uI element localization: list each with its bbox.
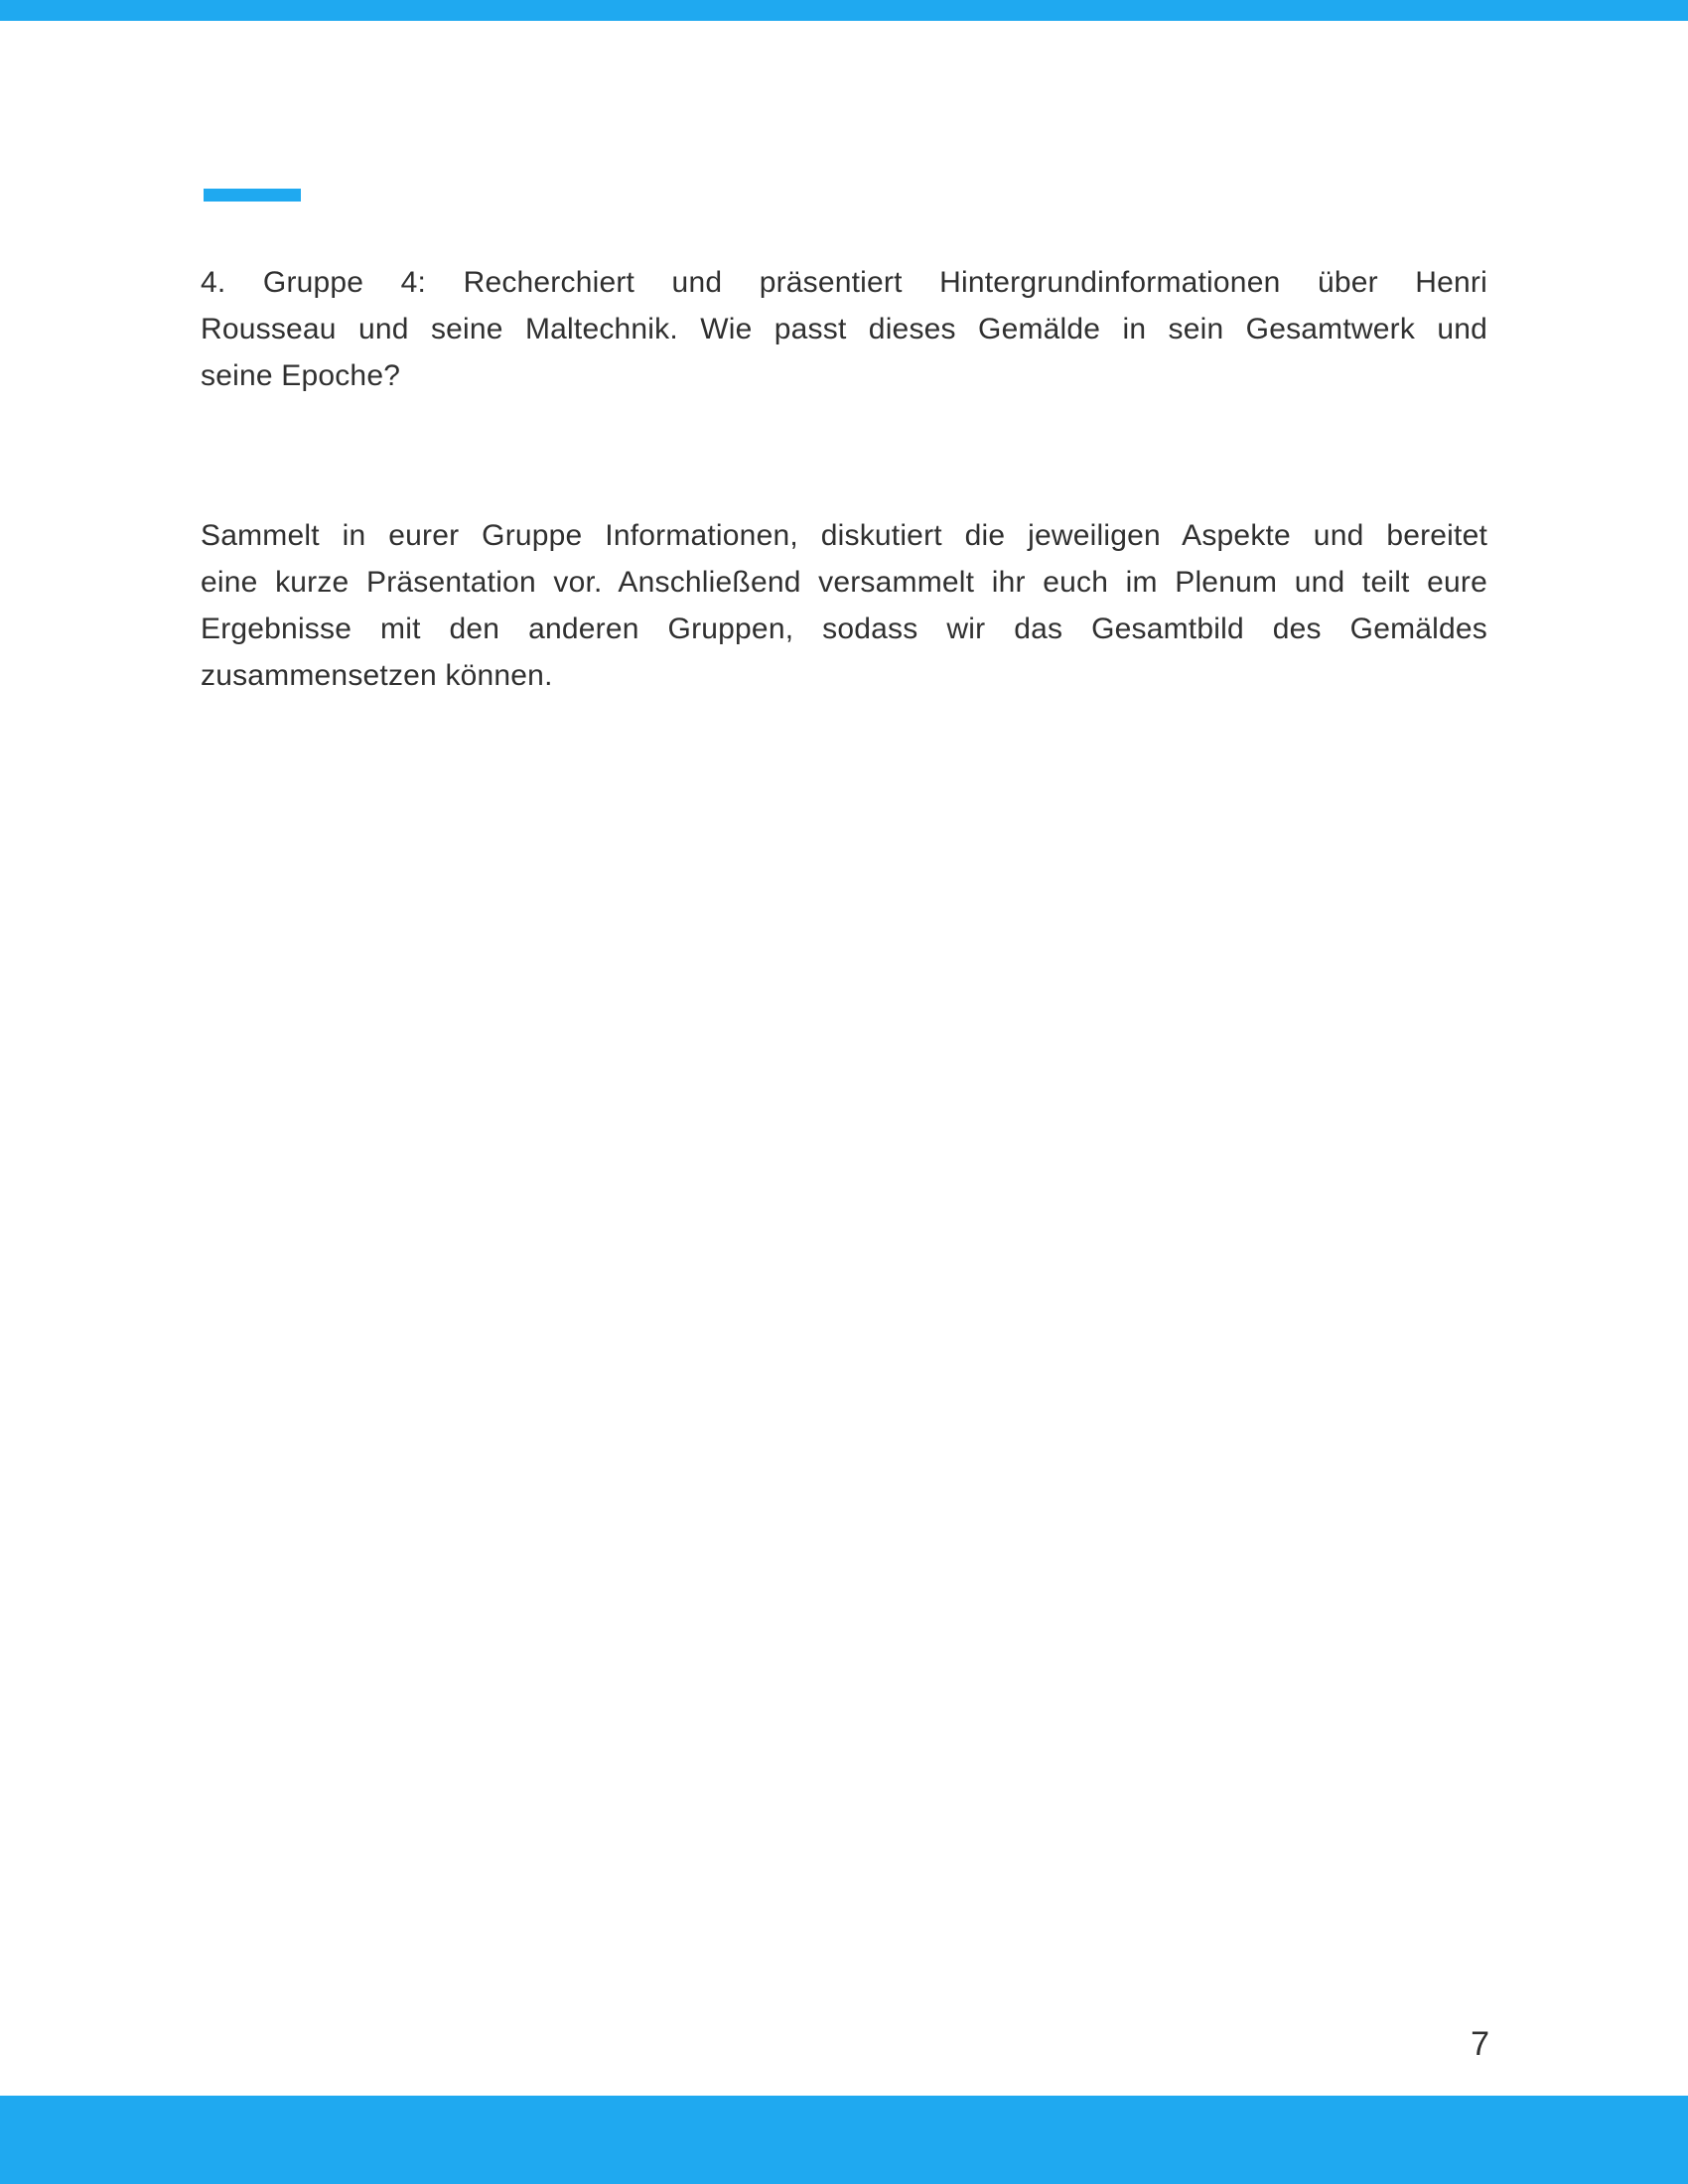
top-accent-bar — [0, 0, 1688, 21]
paragraph-line: Rousseau und seine Maltechnik. Wie passt dieses Gemälde in sein Gesamtwerk und — [201, 313, 1487, 345]
section-accent-dash — [204, 189, 301, 202]
paragraph-line: eine kurze Präsentation vor. Anschließend versammelt ihr euch im Plenum und teilt eure — [201, 566, 1487, 599]
page-number: 7 — [1471, 2025, 1489, 2063]
bottom-accent-bar — [0, 2096, 1688, 2184]
paragraph-line: Ergebnisse mit den anderen Gruppen, sodass wir das Gesamtbild des Gemäldes — [201, 613, 1487, 645]
task-group4-paragraph — [201, 259, 1487, 399]
paragraph-line: Sammelt in eurer Gruppe Informationen, diskutiert die jeweiligen Aspekte und bereitet — [201, 519, 1487, 552]
paragraph-line: 4. Gruppe 4: Recherchiert und präsentiert Hintergrundinformationen über Henri — [201, 266, 1487, 299]
paragraph-line: seine Epoche? — [201, 359, 401, 392]
instructions-paragraph — [201, 512, 1487, 699]
paragraph-line: zusammensetzen können. — [201, 659, 553, 692]
